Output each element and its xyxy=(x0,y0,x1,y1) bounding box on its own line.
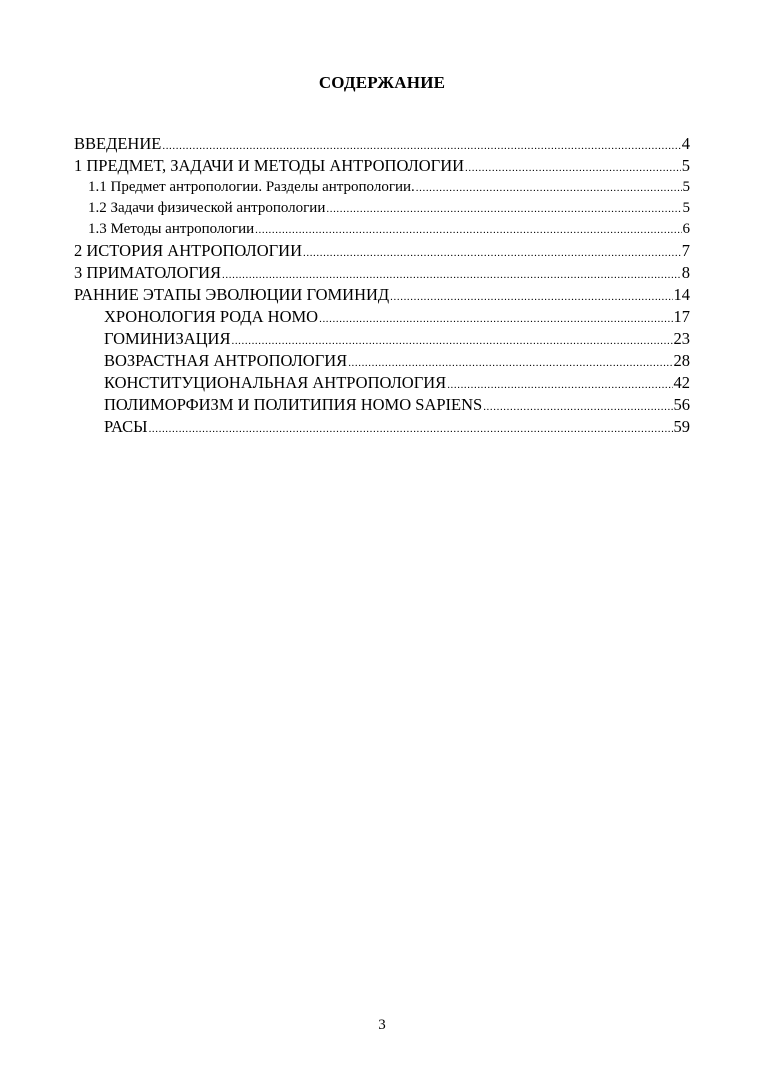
toc-entry[interactable] xyxy=(74,155,690,177)
toc-dot-leader xyxy=(348,352,672,374)
toc-entry-page: 7 xyxy=(681,241,690,260)
toc-dot-leader xyxy=(483,396,672,418)
toc-entry[interactable] xyxy=(74,328,690,350)
toc-entry[interactable] xyxy=(74,394,690,416)
toc-entry-label: 1.2 Задачи физической антропологии xyxy=(88,200,326,216)
toc-entry-page: 59 xyxy=(673,417,690,436)
toc-entry-page: 42 xyxy=(673,373,690,392)
toc-entry-page: 23 xyxy=(673,329,690,348)
toc-entry-label: ХРОНОЛОГИЯ РОДА HOMO xyxy=(104,307,319,326)
toc-dot-leader xyxy=(390,286,672,308)
toc-entry[interactable] xyxy=(74,219,690,240)
toc-entry-label: ПОЛИМОРФИЗМ И ПОЛИТИПИЯ HOMO SAPIENS xyxy=(104,395,483,414)
toc-dot-leader xyxy=(149,418,673,440)
page-number: 3 xyxy=(378,1017,386,1033)
toc-entry-label: 1.3 Методы антропологии xyxy=(88,221,255,237)
toc-entry-label: ВОЗРАСТНАЯ АНТРОПОЛОГИЯ xyxy=(104,351,348,370)
toc-entry-page: 5 xyxy=(681,156,690,175)
toc-entry-label: 3 ПРИМАТОЛОГИЯ xyxy=(74,263,222,282)
toc-entry[interactable] xyxy=(74,416,690,438)
toc-entry[interactable] xyxy=(74,198,690,219)
toc-entry-page: 5 xyxy=(682,179,690,195)
toc-entry[interactable] xyxy=(74,306,690,328)
toc-entry-label: КОНСТИТУЦИОНАЛЬНАЯ АНТРОПОЛОГИЯ xyxy=(104,373,447,392)
toc-entry-label: РАННИЕ ЭТАПЫ ЭВОЛЮЦИИ ГОМИНИД xyxy=(74,285,390,304)
toc-entry[interactable] xyxy=(74,284,690,306)
toc-dot-leader xyxy=(447,374,672,396)
toc-entry[interactable] xyxy=(74,177,690,198)
toc-entry-label: ВВЕДЕНИЕ xyxy=(74,134,162,153)
toc-dot-leader xyxy=(465,157,681,179)
toc-entry[interactable] xyxy=(74,133,690,155)
toc-entry-page: 14 xyxy=(673,285,690,304)
toc-entry-page: 8 xyxy=(681,263,690,282)
toc-entry-label: 2 ИСТОРИЯ АНТРОПОЛОГИИ xyxy=(74,241,302,260)
toc-dot-leader xyxy=(303,242,681,264)
toc-entry-label: РАСЫ xyxy=(104,417,148,436)
toc-dot-leader xyxy=(222,264,681,286)
toc-entry-page: 6 xyxy=(682,221,690,237)
toc-entry-page: 28 xyxy=(673,351,690,370)
toc-entry[interactable] xyxy=(74,262,690,284)
toc-entry[interactable] xyxy=(74,372,690,394)
toc-entry-page: 56 xyxy=(673,395,690,414)
toc-entry-label: 1 ПРЕДМЕТ, ЗАДАЧИ И МЕТОДЫ АНТРОПОЛОГИИ xyxy=(74,156,465,175)
toc-entry[interactable] xyxy=(74,240,690,262)
toc-entry-label: ГОМИНИЗАЦИЯ xyxy=(104,329,231,348)
toc-dot-leader xyxy=(255,220,681,241)
toc-entry-page: 4 xyxy=(681,134,690,153)
toc-dot-leader xyxy=(162,135,680,157)
toc-dot-leader xyxy=(319,308,672,330)
toc-dot-leader xyxy=(416,178,682,199)
toc-dot-leader xyxy=(326,199,681,220)
table-of-contents xyxy=(74,133,690,438)
toc-dot-leader xyxy=(231,330,672,352)
toc-entry-label: 1.1 Предмет антропологии. Разделы антропологии. xyxy=(88,179,415,195)
toc-entry-page: 5 xyxy=(682,200,690,216)
toc-entry[interactable] xyxy=(74,350,690,372)
toc-entry-page: 17 xyxy=(673,307,690,326)
page-title: СОДЕРЖАНИЕ xyxy=(318,73,446,92)
